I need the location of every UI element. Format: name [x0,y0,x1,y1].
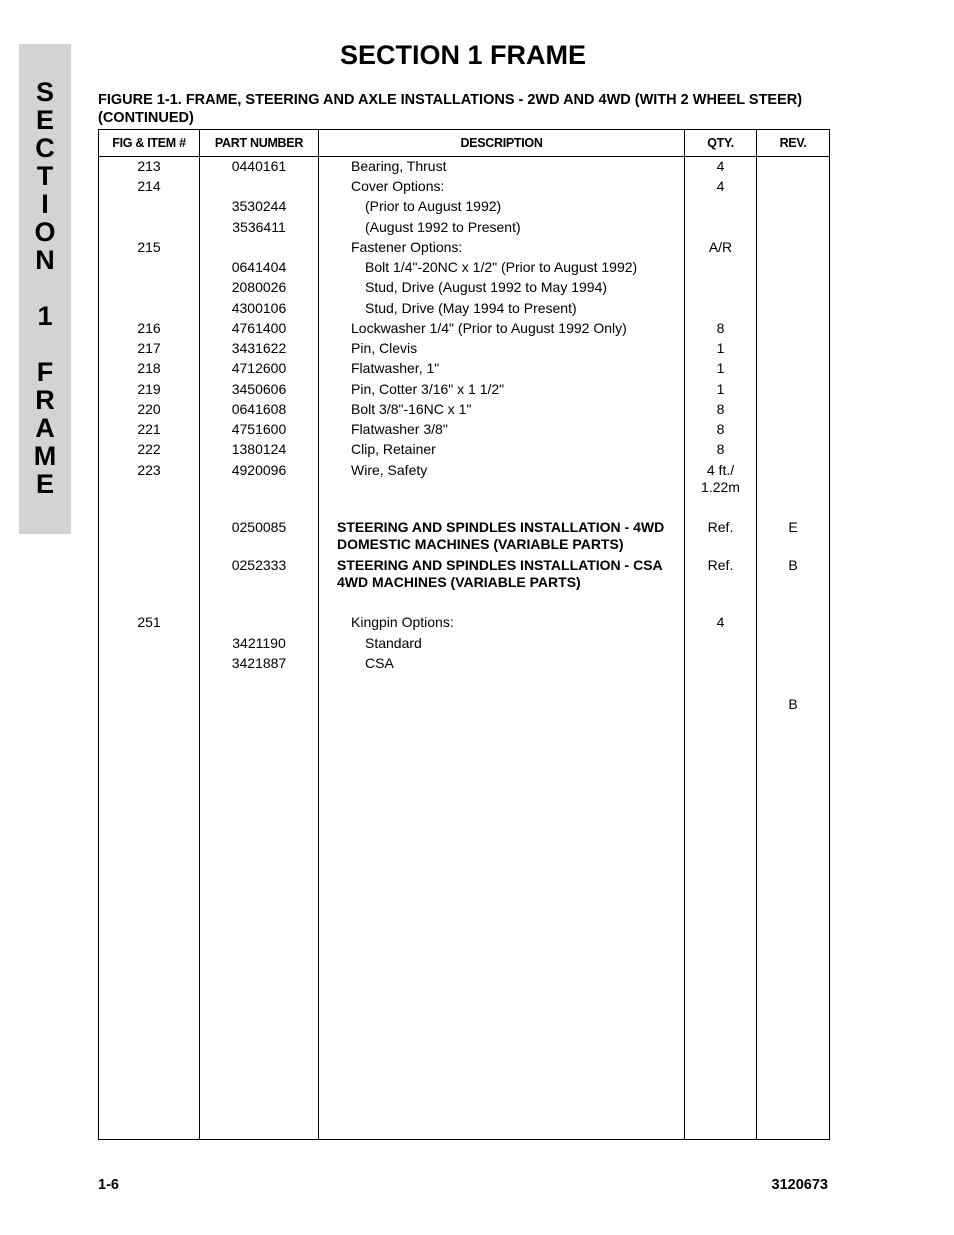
quantity: 8 [716,320,725,336]
description: Stud, Drive (August 1992 to May 1994) [365,279,608,295]
quantity: 4 [716,178,725,194]
side-tab-letter: 1 [37,301,53,331]
part-number: 3530244 [231,198,287,214]
assembly-description: STEERING AND SPINDLES INSTALLATION - CSA 4WD MACHINES (VARIABLE PARTS) [337,557,663,590]
description: Standard [365,635,422,651]
item-number: 219 [137,381,161,397]
description: Stud, Drive (May 1994 to Present) [365,300,577,316]
side-tab-letter: R [35,385,55,415]
description: Kingpin Options: [351,614,454,630]
quantity: 4 ft./ [706,462,735,478]
description: Flatwasher, 1" [351,360,440,376]
side-tab-letter: M [33,441,57,471]
header-part-number: PART NUMBER [214,136,304,150]
header-divider [99,156,829,157]
header-description: DESCRIPTION [460,136,543,150]
quantity-metric: 1.22m [701,479,740,495]
revision: E [788,519,798,535]
side-tab-letter: F [36,357,54,387]
revision: B [788,557,798,573]
header-qty: QTY. [707,136,734,150]
item-number: 213 [137,158,161,174]
figure-title: FIGURE 1-1. FRAME, STEERING AND AXLE INSTALLATIONS - 2WD AND 4WD (WITH 2 WHEEL STEER) (CONTINUED) [98,92,803,126]
description: Flatwasher 3/8" [351,421,448,437]
quantity: 8 [716,441,725,457]
part-number: 0641608 [231,401,287,417]
quantity: Ref. [707,557,734,573]
side-tab-letter: I [41,189,49,219]
quantity: 4 [716,158,725,174]
item-number: 220 [137,401,161,417]
side-tab-letter: C [35,133,55,163]
part-number: 4920096 [231,462,287,478]
part-number: 4761400 [231,320,287,336]
description: Bolt 1/4"-20NC x 1/2" (Prior to August 1992) [365,259,638,275]
item-number: 217 [137,340,161,356]
column-divider [756,130,757,1139]
side-tab-letter: E [35,469,54,499]
part-number: 4712600 [231,360,287,376]
column-divider [684,130,685,1139]
part-number: 3431622 [231,340,287,356]
quantity: 8 [716,421,725,437]
item-number: 215 [137,239,161,255]
parts-table [98,129,830,1140]
quantity: 4 [716,614,725,630]
header-item: FIG & ITEM # [112,136,186,150]
part-number: 2080026 [231,279,287,295]
item-number: 221 [137,421,161,437]
side-tab-letter: O [34,217,56,247]
revision: B [788,696,798,712]
item-number: 218 [137,360,161,376]
description: CSA [365,655,394,671]
description: Lockwasher 1/4" (Prior to August 1992 Only) [351,320,627,336]
page-number: 1-6 [98,1177,119,1193]
item-number: 223 [137,462,161,478]
description: Bearing, Thrust [351,158,447,174]
description: Pin, Clevis [351,340,418,356]
part-number: 0252333 [231,557,287,573]
side-tab-letter: T [36,161,54,191]
part-number: 3421887 [231,655,287,671]
part-number: 0440161 [231,158,287,174]
description: Clip, Retainer [351,441,436,457]
side-tab-letter: N [35,245,55,275]
document-number: 3120673 [771,1177,828,1193]
description: Bolt 3/8"-16NC x 1" [351,401,472,417]
quantity: 8 [716,401,725,417]
page-title: SECTION 1 FRAME [339,40,587,70]
side-tab-letter: A [35,413,55,443]
part-number: 3450606 [231,381,287,397]
item-number: 216 [137,320,161,336]
assembly-description: STEERING AND SPINDLES INSTALLATION - 4WD DOMESTIC MACHINES (VARIABLE PARTS) [337,519,665,552]
part-number: 1380124 [231,441,287,457]
part-number: 0641404 [231,259,287,275]
part-number: 3421190 [232,635,286,651]
header-rev: REV. [779,136,807,150]
section-side-tab [19,44,71,534]
item-number: 222 [137,441,161,457]
part-number: 3536411 [232,219,286,235]
part-number: 0250085 [231,519,287,535]
quantity: 1 [716,340,725,356]
description: (Prior to August 1992) [365,198,502,214]
side-tab-letter: S [35,77,54,107]
side-tab-letters [19,78,71,498]
description: Cover Options: [351,178,445,194]
description: Fastener Options: [351,239,463,255]
quantity: 1 [716,381,725,397]
item-number: 214 [137,178,161,194]
quantity: 1 [716,360,725,376]
description: Pin, Cotter 3/16" x 1 1/2" [351,381,505,397]
item-number: 251 [137,614,161,630]
quantity: A/R [708,239,733,255]
quantity: Ref. [707,519,734,535]
description: (August 1992 to Present) [365,219,521,235]
side-tab-letter: E [35,105,54,135]
part-number: 4751600 [231,421,287,437]
description: Wire, Safety [351,462,428,478]
part-number: 4300106 [231,300,287,316]
column-divider [318,130,319,1139]
